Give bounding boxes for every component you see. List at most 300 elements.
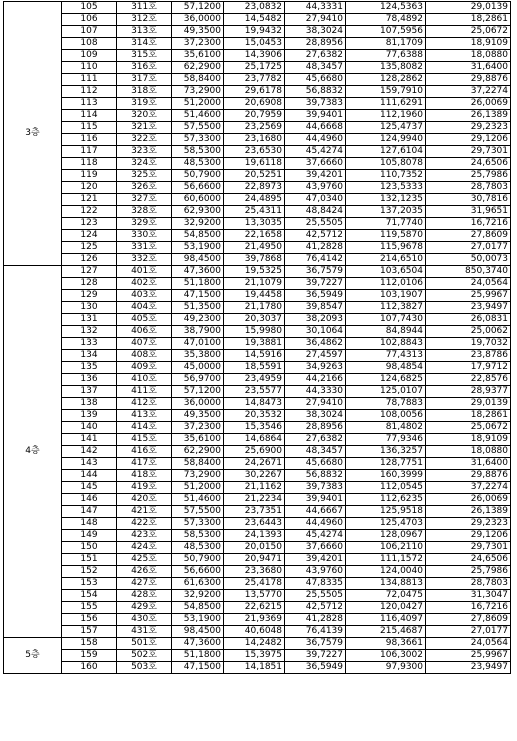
table-row (4, 62, 511, 74)
unit-number-cell: 326호 (117, 182, 172, 194)
shared-area-cell: 15,3975 (224, 650, 285, 662)
table-row (4, 206, 511, 218)
other-area-cell: 36,7579 (285, 266, 346, 278)
shared-area-cell: 22,6215 (224, 602, 285, 614)
unit-number-cell: 416호 (117, 446, 172, 458)
other-area-cell: 45,6680 (285, 74, 346, 86)
land-share-cell: 18,0880 (426, 50, 511, 62)
total-area-cell: 77,9346 (346, 434, 426, 446)
row-number-cell: 145 (62, 482, 117, 494)
unit-number-cell: 318호 (117, 86, 172, 98)
row-number-cell: 159 (62, 650, 117, 662)
land-share-cell: 29,0139 (426, 398, 511, 410)
table-row (4, 194, 511, 206)
other-area-cell: 39,4201 (285, 170, 346, 182)
row-number-cell: 113 (62, 98, 117, 110)
table-row (4, 290, 511, 302)
unit-number-cell: 403호 (117, 290, 172, 302)
exclusive-area-cell: 57,1200 (172, 386, 224, 398)
unit-number-cell: 502호 (117, 650, 172, 662)
total-area-cell: 132,1235 (346, 194, 426, 206)
land-share-cell: 29,7301 (426, 542, 511, 554)
land-share-cell: 25,9967 (426, 650, 511, 662)
unit-number-cell: 322호 (117, 134, 172, 146)
exclusive-area-cell: 47,1500 (172, 290, 224, 302)
exclusive-area-cell: 73,2900 (172, 470, 224, 482)
shared-area-cell: 25,4178 (224, 578, 285, 590)
total-area-cell: 215,4687 (346, 626, 426, 638)
shared-area-cell: 15,0453 (224, 38, 285, 50)
land-share-cell: 25,7986 (426, 170, 511, 182)
unit-number-cell: 414호 (117, 422, 172, 434)
exclusive-area-cell: 62,2900 (172, 62, 224, 74)
table-row (4, 554, 511, 566)
unit-number-cell: 431호 (117, 626, 172, 638)
other-area-cell: 27,4597 (285, 350, 346, 362)
unit-number-cell: 401호 (117, 266, 172, 278)
row-number-cell: 118 (62, 158, 117, 170)
table-row (4, 302, 511, 314)
exclusive-area-cell: 51,1800 (172, 278, 224, 290)
land-share-cell: 25,9967 (426, 290, 511, 302)
shared-area-cell: 20,3037 (224, 314, 285, 326)
table-row (4, 590, 511, 602)
land-share-cell: 25,0062 (426, 326, 511, 338)
unit-number-cell: 409호 (117, 362, 172, 374)
row-number-cell: 128 (62, 278, 117, 290)
row-number-cell: 139 (62, 410, 117, 422)
land-share-cell: 31,6400 (426, 458, 511, 470)
other-area-cell: 45,4274 (285, 146, 346, 158)
other-area-cell: 39,7383 (285, 98, 346, 110)
unit-number-cell: 503호 (117, 662, 172, 674)
exclusive-area-cell: 35,3800 (172, 350, 224, 362)
table-row (4, 50, 511, 62)
row-number-cell: 111 (62, 74, 117, 86)
unit-number-cell: 311호 (117, 2, 172, 14)
other-area-cell: 48,3457 (285, 446, 346, 458)
land-share-cell: 23,9497 (426, 662, 511, 674)
table-row (4, 74, 511, 86)
total-area-cell: 112,3827 (346, 302, 426, 314)
other-area-cell: 27,9410 (285, 398, 346, 410)
unit-number-cell: 402호 (117, 278, 172, 290)
shared-area-cell: 21,1162 (224, 482, 285, 494)
unit-number-cell: 425호 (117, 554, 172, 566)
exclusive-area-cell: 37,2300 (172, 422, 224, 434)
total-area-cell: 128,7751 (346, 458, 426, 470)
row-number-cell: 148 (62, 518, 117, 530)
table-row (4, 362, 511, 374)
unit-number-cell: 316호 (117, 62, 172, 74)
unit-number-cell: 329호 (117, 218, 172, 230)
unit-number-cell: 327호 (117, 194, 172, 206)
table-row (4, 386, 511, 398)
row-number-cell: 135 (62, 362, 117, 374)
exclusive-area-cell: 48,5300 (172, 158, 224, 170)
shared-area-cell: 24,1393 (224, 530, 285, 542)
row-number-cell: 119 (62, 170, 117, 182)
exclusive-area-cell: 50,7900 (172, 554, 224, 566)
total-area-cell: 119,5870 (346, 230, 426, 242)
other-area-cell: 44,4960 (285, 134, 346, 146)
other-area-cell: 38,3024 (285, 410, 346, 422)
unit-number-cell: 424호 (117, 542, 172, 554)
exclusive-area-cell: 61,6300 (172, 578, 224, 590)
table-row (4, 218, 511, 230)
total-area-cell: 103,6504 (346, 266, 426, 278)
land-share-cell: 22,8576 (426, 374, 511, 386)
total-area-cell: 103,1907 (346, 290, 426, 302)
table-row (4, 170, 511, 182)
shared-area-cell: 23,2569 (224, 122, 285, 134)
exclusive-area-cell: 51,3500 (172, 302, 224, 314)
exclusive-area-cell: 58,8400 (172, 74, 224, 86)
shared-area-cell: 14,6864 (224, 434, 285, 446)
row-number-cell: 147 (62, 506, 117, 518)
row-number-cell: 116 (62, 134, 117, 146)
shared-area-cell: 23,0832 (224, 2, 285, 14)
shared-area-cell: 24,4895 (224, 194, 285, 206)
exclusive-area-cell: 47,3600 (172, 638, 224, 650)
row-number-cell: 120 (62, 182, 117, 194)
other-area-cell: 39,9401 (285, 110, 346, 122)
other-area-cell: 45,4274 (285, 530, 346, 542)
shared-area-cell: 21,9369 (224, 614, 285, 626)
total-area-cell: 124,9940 (346, 134, 426, 146)
table-row (4, 410, 511, 422)
row-number-cell: 158 (62, 638, 117, 650)
table-row (4, 434, 511, 446)
exclusive-area-cell: 54,8500 (172, 602, 224, 614)
row-number-cell: 123 (62, 218, 117, 230)
exclusive-area-cell: 36,0000 (172, 14, 224, 26)
unit-number-cell: 325호 (117, 170, 172, 182)
unit-number-cell: 330호 (117, 230, 172, 242)
row-number-cell: 131 (62, 314, 117, 326)
row-number-cell: 143 (62, 458, 117, 470)
total-area-cell: 107,7430 (346, 314, 426, 326)
row-number-cell: 122 (62, 206, 117, 218)
row-number-cell: 146 (62, 494, 117, 506)
shared-area-cell: 20,6908 (224, 98, 285, 110)
unit-number-cell: 418호 (117, 470, 172, 482)
total-area-cell: 98,4854 (346, 362, 426, 374)
row-number-cell: 129 (62, 290, 117, 302)
shared-area-cell: 40,6048 (224, 626, 285, 638)
other-area-cell: 41,2828 (285, 242, 346, 254)
floor-label-cell: 5층 (4, 638, 62, 674)
unit-area-table (3, 1, 511, 674)
exclusive-area-cell: 47,0100 (172, 338, 224, 350)
row-number-cell: 110 (62, 62, 117, 74)
land-share-cell: 18,2861 (426, 410, 511, 422)
exclusive-area-cell: 57,3300 (172, 134, 224, 146)
exclusive-area-cell: 98,4500 (172, 626, 224, 638)
total-area-cell: 111,1572 (346, 554, 426, 566)
table-row (4, 278, 511, 290)
table-row (4, 26, 511, 38)
total-area-cell: 124,5363 (346, 2, 426, 14)
land-share-cell: 28,7803 (426, 182, 511, 194)
shared-area-cell: 14,5916 (224, 350, 285, 362)
shared-area-cell: 15,9980 (224, 326, 285, 338)
total-area-cell: 98,3661 (346, 638, 426, 650)
exclusive-area-cell: 51,2000 (172, 98, 224, 110)
shared-area-cell: 22,8973 (224, 182, 285, 194)
row-number-cell: 136 (62, 374, 117, 386)
floor-label-cell: 3층 (4, 2, 62, 266)
row-number-cell: 126 (62, 254, 117, 266)
row-number-cell: 109 (62, 50, 117, 62)
unit-number-cell: 328호 (117, 206, 172, 218)
other-area-cell: 37,6660 (285, 158, 346, 170)
row-number-cell: 134 (62, 350, 117, 362)
table-row (4, 650, 511, 662)
table-row (4, 458, 511, 470)
land-share-cell: 24,6506 (426, 554, 511, 566)
shared-area-cell: 19,3881 (224, 338, 285, 350)
exclusive-area-cell: 47,3600 (172, 266, 224, 278)
unit-number-cell: 321호 (117, 122, 172, 134)
exclusive-area-cell: 32,9200 (172, 218, 224, 230)
table-row (4, 350, 511, 362)
row-number-cell: 151 (62, 554, 117, 566)
total-area-cell: 214,6510 (346, 254, 426, 266)
table-row (4, 266, 511, 278)
total-area-cell: 71,7740 (346, 218, 426, 230)
row-number-cell: 149 (62, 530, 117, 542)
land-share-cell: 50,0073 (426, 254, 511, 266)
total-area-cell: 128,0967 (346, 530, 426, 542)
unit-number-cell: 405호 (117, 314, 172, 326)
other-area-cell: 43,9760 (285, 182, 346, 194)
land-share-cell: 31,6400 (426, 62, 511, 74)
total-area-cell: 125,4737 (346, 122, 426, 134)
land-share-cell: 850,3740 (426, 266, 511, 278)
land-share-cell: 23,9497 (426, 302, 511, 314)
unit-number-cell: 406호 (117, 326, 172, 338)
exclusive-area-cell: 98,4500 (172, 254, 224, 266)
land-share-cell: 29,1206 (426, 530, 511, 542)
total-area-cell: 72,0475 (346, 590, 426, 602)
exclusive-area-cell: 57,5500 (172, 506, 224, 518)
other-area-cell: 36,7579 (285, 638, 346, 650)
shared-area-cell: 23,4959 (224, 374, 285, 386)
total-area-cell: 124,0040 (346, 566, 426, 578)
row-number-cell: 106 (62, 14, 117, 26)
table-row (4, 14, 511, 26)
exclusive-area-cell: 51,4600 (172, 110, 224, 122)
land-share-cell: 16,7216 (426, 218, 511, 230)
table-row (4, 146, 511, 158)
shared-area-cell: 14,2482 (224, 638, 285, 650)
table-row (4, 614, 511, 626)
floor-label-cell: 4층 (4, 266, 62, 638)
other-area-cell: 47,8335 (285, 578, 346, 590)
unit-number-cell: 408호 (117, 350, 172, 362)
unit-number-cell: 314호 (117, 38, 172, 50)
shared-area-cell: 25,4311 (224, 206, 285, 218)
exclusive-area-cell: 38,7900 (172, 326, 224, 338)
row-number-cell: 140 (62, 422, 117, 434)
exclusive-area-cell: 56,6600 (172, 566, 224, 578)
total-area-cell: 106,3002 (346, 650, 426, 662)
row-number-cell: 160 (62, 662, 117, 674)
row-number-cell: 142 (62, 446, 117, 458)
land-share-cell: 25,0672 (426, 422, 511, 434)
row-number-cell: 154 (62, 590, 117, 602)
other-area-cell: 56,8832 (285, 86, 346, 98)
row-number-cell: 132 (62, 326, 117, 338)
other-area-cell: 28,8956 (285, 38, 346, 50)
table-row (4, 38, 511, 50)
other-area-cell: 39,7227 (285, 278, 346, 290)
other-area-cell: 48,3457 (285, 62, 346, 74)
shared-area-cell: 20,3532 (224, 410, 285, 422)
exclusive-area-cell: 37,2300 (172, 38, 224, 50)
exclusive-area-cell: 57,3300 (172, 518, 224, 530)
shared-area-cell: 20,7959 (224, 110, 285, 122)
row-number-cell: 124 (62, 230, 117, 242)
total-area-cell: 111,6291 (346, 98, 426, 110)
exclusive-area-cell: 57,5500 (172, 122, 224, 134)
land-share-cell: 29,0139 (426, 2, 511, 14)
total-area-cell: 110,7352 (346, 170, 426, 182)
total-area-cell: 137,2035 (346, 206, 426, 218)
total-area-cell: 102,8843 (346, 338, 426, 350)
total-area-cell: 128,2862 (346, 74, 426, 86)
unit-number-cell: 427호 (117, 578, 172, 590)
exclusive-area-cell: 73,2900 (172, 86, 224, 98)
exclusive-area-cell: 53,1900 (172, 614, 224, 626)
exclusive-area-cell: 58,8400 (172, 458, 224, 470)
table-row (4, 398, 511, 410)
table-row (4, 134, 511, 146)
unit-number-cell: 411호 (117, 386, 172, 398)
exclusive-area-cell: 50,7900 (172, 170, 224, 182)
table-row (4, 182, 511, 194)
total-area-cell: 107,5956 (346, 26, 426, 38)
other-area-cell: 39,4201 (285, 554, 346, 566)
land-share-cell: 26,0069 (426, 494, 511, 506)
shared-area-cell: 23,6443 (224, 518, 285, 530)
exclusive-area-cell: 36,0000 (172, 398, 224, 410)
unit-number-cell: 423호 (117, 530, 172, 542)
shared-area-cell: 25,6900 (224, 446, 285, 458)
shared-area-cell: 39,7868 (224, 254, 285, 266)
row-number-cell: 105 (62, 2, 117, 14)
other-area-cell: 45,6680 (285, 458, 346, 470)
unit-number-cell: 417호 (117, 458, 172, 470)
other-area-cell: 25,5505 (285, 590, 346, 602)
table-row (4, 494, 511, 506)
land-share-cell: 26,1389 (426, 506, 511, 518)
unit-number-cell: 331호 (117, 242, 172, 254)
row-number-cell: 137 (62, 386, 117, 398)
shared-area-cell: 13,5770 (224, 590, 285, 602)
shared-area-cell: 13,3035 (224, 218, 285, 230)
other-area-cell: 27,9410 (285, 14, 346, 26)
total-area-cell: 125,9518 (346, 506, 426, 518)
total-area-cell: 77,6388 (346, 50, 426, 62)
table-row (4, 638, 511, 650)
total-area-cell: 127,6104 (346, 146, 426, 158)
land-share-cell: 24,0564 (426, 638, 511, 650)
unit-number-cell: 430호 (117, 614, 172, 626)
unit-number-cell: 421호 (117, 506, 172, 518)
shared-area-cell: 21,1079 (224, 278, 285, 290)
land-share-cell: 26,0831 (426, 314, 511, 326)
total-area-cell: 105,8078 (346, 158, 426, 170)
total-area-cell: 97,9300 (346, 662, 426, 674)
unit-number-cell: 422호 (117, 518, 172, 530)
other-area-cell: 27,6382 (285, 434, 346, 446)
table-row (4, 446, 511, 458)
other-area-cell: 27,6382 (285, 50, 346, 62)
exclusive-area-cell: 54,8500 (172, 230, 224, 242)
other-area-cell: 44,6667 (285, 506, 346, 518)
table-row (4, 662, 511, 674)
other-area-cell: 76,4139 (285, 626, 346, 638)
exclusive-area-cell: 58,5300 (172, 146, 224, 158)
table-row (4, 542, 511, 554)
table-row (4, 530, 511, 542)
shared-area-cell: 23,7351 (224, 506, 285, 518)
table-row (4, 122, 511, 134)
row-number-cell: 133 (62, 338, 117, 350)
row-number-cell: 125 (62, 242, 117, 254)
land-share-cell: 18,9109 (426, 434, 511, 446)
table-row (4, 470, 511, 482)
other-area-cell: 25,5505 (285, 218, 346, 230)
shared-area-cell: 23,3680 (224, 566, 285, 578)
row-number-cell: 156 (62, 614, 117, 626)
table-row (4, 566, 511, 578)
land-share-cell: 25,0672 (426, 26, 511, 38)
total-area-cell: 112,6235 (346, 494, 426, 506)
table-row (4, 422, 511, 434)
land-share-cell: 26,0069 (426, 98, 511, 110)
total-area-cell: 115,9678 (346, 242, 426, 254)
land-share-cell: 17,9712 (426, 362, 511, 374)
unit-number-cell: 324호 (117, 158, 172, 170)
total-area-cell: 135,8082 (346, 62, 426, 74)
other-area-cell: 39,7383 (285, 482, 346, 494)
unit-number-cell: 426호 (117, 566, 172, 578)
land-share-cell: 29,8876 (426, 74, 511, 86)
unit-number-cell: 315호 (117, 50, 172, 62)
exclusive-area-cell: 45,0000 (172, 362, 224, 374)
row-number-cell: 108 (62, 38, 117, 50)
total-area-cell: 112,0106 (346, 278, 426, 290)
land-share-cell: 27,8609 (426, 230, 511, 242)
total-area-cell: 108,0056 (346, 410, 426, 422)
land-share-cell: 19,7032 (426, 338, 511, 350)
exclusive-area-cell: 51,1800 (172, 650, 224, 662)
exclusive-area-cell: 47,1500 (172, 662, 224, 674)
exclusive-area-cell: 57,1200 (172, 2, 224, 14)
shared-area-cell: 14,1851 (224, 662, 285, 674)
table-row (4, 338, 511, 350)
land-share-cell: 29,7301 (426, 146, 511, 158)
land-share-cell: 31,3047 (426, 590, 511, 602)
table-row (4, 374, 511, 386)
table-row (4, 242, 511, 254)
shared-area-cell: 14,8473 (224, 398, 285, 410)
row-number-cell: 117 (62, 146, 117, 158)
unit-number-cell: 410호 (117, 374, 172, 386)
